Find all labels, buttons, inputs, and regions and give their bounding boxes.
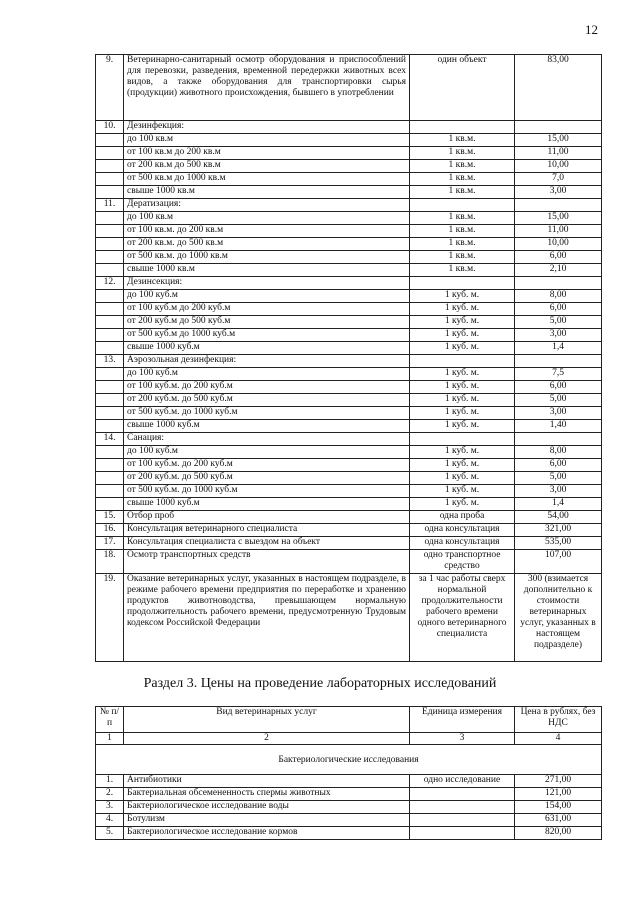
service-name: Дератизация: (124, 199, 410, 212)
unit-of-measure (410, 801, 515, 814)
table-row (96, 537, 602, 550)
service-name: Дезинфекция: (124, 121, 410, 134)
row-number: 10. (96, 121, 124, 134)
row-number: 1. (96, 775, 124, 788)
service-name: Бактериальная обсемененность спермы животных (124, 788, 410, 801)
price-value (515, 433, 602, 446)
table-row (96, 433, 602, 446)
row-number (96, 407, 124, 420)
unit-of-measure: одна консультация (410, 524, 515, 537)
header-price: Цена в рублях, без НДС (515, 707, 602, 733)
table-subrow (96, 407, 602, 420)
price-value (515, 355, 602, 368)
unit-of-measure (410, 814, 515, 827)
unit-of-measure: за 1 час работы сверх нормальной продолжительности рабочего времени одного ветеринарного специалиста (410, 574, 515, 662)
unit-of-measure: 1 куб. м. (410, 459, 515, 472)
service-name: Консультация специалиста с выездом на объект (124, 537, 410, 550)
price-value: 54,00 (515, 511, 602, 524)
unit-of-measure: одно транспортное средство (410, 550, 515, 574)
service-name: Аэрозольная дезинфекция: (124, 355, 410, 368)
table-row (96, 801, 602, 814)
service-name: до 100 кв.м (124, 134, 410, 147)
row-number (96, 420, 124, 433)
service-name: свыше 1000 кв.м (124, 264, 410, 277)
table-row (96, 355, 602, 368)
unit-of-measure (410, 199, 515, 212)
price-value: 154,00 (515, 801, 602, 814)
row-number (96, 498, 124, 511)
unit-of-measure (410, 277, 515, 290)
row-number (96, 446, 124, 459)
unit-of-measure: 1 куб. м. (410, 420, 515, 433)
row-number: 9. (96, 55, 124, 121)
service-name: Дезинсекция: (124, 277, 410, 290)
row-number (96, 303, 124, 316)
service-name: свыше 1000 куб.м (124, 342, 410, 355)
service-name: от 100 кв.м. до 200 кв.м (124, 225, 410, 238)
service-name: Бактериологическое исследование воды (124, 801, 410, 814)
table-subrow (96, 212, 602, 225)
table-header-row (96, 707, 602, 733)
unit-of-measure: 1 кв.м. (410, 134, 515, 147)
row-number: 15. (96, 511, 124, 524)
row-number: 18. (96, 550, 124, 574)
unit-of-measure: 1 куб. м. (410, 407, 515, 420)
service-name: от 500 кв.м. до 1000 кв.м (124, 251, 410, 264)
unit-of-measure: 1 кв.м. (410, 186, 515, 199)
unit-of-measure: 1 кв.м. (410, 147, 515, 160)
service-name: от 500 куб.м. до 1000 куб.м (124, 407, 410, 420)
index-unit: 3 (410, 733, 515, 745)
table-row (96, 574, 602, 662)
price-value: 2,10 (515, 264, 602, 277)
table-subrow (96, 485, 602, 498)
price-value: 8,00 (515, 290, 602, 303)
price-value (515, 199, 602, 212)
price-value: 7,5 (515, 368, 602, 381)
table-row (96, 524, 602, 537)
table-subrow (96, 498, 602, 511)
unit-of-measure: 1 куб. м. (410, 290, 515, 303)
header-unit: Единица измерения (410, 707, 515, 733)
row-number (96, 342, 124, 355)
service-name: от 200 куб.м до 500 куб.м (124, 316, 410, 329)
service-name: Ветеринарно-санитарный осмотр оборудования и приспособлений для перевозки, разведения, временной передержки животных всех видов, а также оборудования для транспортировки сырья (продукции) животного происхождения, бывшего в употреблении (124, 55, 410, 121)
row-number: 2. (96, 788, 124, 801)
service-name: от 100 куб.м. до 200 куб.м (124, 381, 410, 394)
price-value: 10,00 (515, 238, 602, 251)
table-row (96, 511, 602, 524)
unit-of-measure: 1 кв.м. (410, 251, 515, 264)
row-number (96, 212, 124, 225)
price-value: 3,00 (515, 407, 602, 420)
price-value: 83,00 (515, 55, 602, 121)
section-title: Раздел 3. Цены на проведение лабораторных исследований (143, 676, 497, 691)
service-name: от 500 куб.м до 1000 куб.м (124, 329, 410, 342)
service-name: свыше 1000 куб.м (124, 420, 410, 433)
service-name: Отбор проб (124, 511, 410, 524)
unit-of-measure: 1 куб. м. (410, 446, 515, 459)
table-subrow (96, 329, 602, 342)
unit-of-measure: 1 куб. м. (410, 329, 515, 342)
unit-of-measure: 1 куб. м. (410, 498, 515, 511)
price-value: 15,00 (515, 212, 602, 225)
service-name: свыше 1000 кв.м (124, 186, 410, 199)
unit-of-measure (410, 355, 515, 368)
lab-tests-price-table (95, 706, 602, 840)
service-name: от 100 кв.м до 200 кв.м (124, 147, 410, 160)
table-row (96, 775, 602, 788)
price-value: 6,00 (515, 303, 602, 316)
row-number (96, 316, 124, 329)
price-value: 8,00 (515, 446, 602, 459)
table-subrow (96, 394, 602, 407)
unit-of-measure: одна консультация (410, 537, 515, 550)
service-name: от 100 куб.м. до 200 куб.м (124, 459, 410, 472)
service-name: Бактериологическое исследование кормов (124, 827, 410, 840)
header-name: Вид ветеринарных услуг (124, 707, 410, 733)
header-num: № п/п (96, 707, 124, 733)
table-row (96, 788, 602, 801)
unit-of-measure: 1 куб. м. (410, 394, 515, 407)
price-value: 10,00 (515, 160, 602, 173)
table-row (96, 121, 602, 134)
unit-of-measure (410, 788, 515, 801)
unit-of-measure: 1 кв.м. (410, 238, 515, 251)
price-value: 535,00 (515, 537, 602, 550)
service-name: от 500 кв.м до 1000 кв.м (124, 173, 410, 186)
table-subrow (96, 147, 602, 160)
price-value: 1,4 (515, 498, 602, 511)
index-price: 4 (515, 733, 602, 745)
table-subrow (96, 303, 602, 316)
price-value: 5,00 (515, 472, 602, 485)
row-number: 14. (96, 433, 124, 446)
row-number: 3. (96, 801, 124, 814)
unit-of-measure: одно исследование (410, 775, 515, 788)
row-number: 19. (96, 574, 124, 662)
unit-of-measure: 1 куб. м. (410, 342, 515, 355)
row-number (96, 381, 124, 394)
subheading: Бактериологические исследования (96, 745, 602, 775)
service-name: от 200 куб.м. до 500 куб.м (124, 472, 410, 485)
row-number (96, 134, 124, 147)
service-name: Ботулизм (124, 814, 410, 827)
row-number (96, 186, 124, 199)
table-subrow (96, 225, 602, 238)
price-value: 5,00 (515, 316, 602, 329)
table-subrow (96, 134, 602, 147)
row-number (96, 264, 124, 277)
service-name: от 200 кв.м. до 500 кв.м (124, 238, 410, 251)
service-name: Осмотр транспортных средств (124, 550, 410, 574)
table-row (96, 814, 602, 827)
price-value: 107,00 (515, 550, 602, 574)
table-row (96, 827, 602, 840)
row-number: 17. (96, 537, 124, 550)
table-subrow (96, 251, 602, 264)
table-subrow (96, 238, 602, 251)
row-number: 4. (96, 814, 124, 827)
price-value: 631,00 (515, 814, 602, 827)
unit-of-measure: один объект (410, 55, 515, 121)
service-name: до 100 куб.м (124, 446, 410, 459)
table-subrow (96, 472, 602, 485)
row-number (96, 225, 124, 238)
table-subrow (96, 186, 602, 199)
row-number (96, 368, 124, 381)
price-value: 6,00 (515, 381, 602, 394)
unit-of-measure: 1 куб. м. (410, 316, 515, 329)
table-subrow (96, 381, 602, 394)
price-value: 121,00 (515, 788, 602, 801)
unit-of-measure (410, 433, 515, 446)
row-number (96, 394, 124, 407)
table-subrow (96, 290, 602, 303)
unit-of-measure: 1 кв.м. (410, 264, 515, 277)
row-number (96, 238, 124, 251)
service-name: от 200 куб.м. до 500 куб.м (124, 394, 410, 407)
service-name: Антибиотики (124, 775, 410, 788)
service-name: Оказание ветеринарных услуг, указанных в настоящем подразделе, в режиме рабочего времени предприятия по переработке и хранению продуктов животноводства, превышающем нормальную продолжительность рабочего времени, предусмотренную Трудовым кодексом Российской Федерации (124, 574, 410, 662)
service-name: до 100 куб.м (124, 290, 410, 303)
price-value: 820,00 (515, 827, 602, 840)
service-name: Консультация ветеринарного специалиста (124, 524, 410, 537)
row-number (96, 160, 124, 173)
services-price-table (95, 54, 602, 662)
unit-of-measure: 1 куб. м. (410, 381, 515, 394)
service-name: от 100 куб.м до 200 куб.м (124, 303, 410, 316)
price-value: 6,00 (515, 251, 602, 264)
unit-of-measure: 1 кв.м. (410, 173, 515, 186)
price-value: 321,00 (515, 524, 602, 537)
service-name: от 200 кв.м до 500 кв.м (124, 160, 410, 173)
row-number (96, 472, 124, 485)
unit-of-measure: 1 кв.м. (410, 225, 515, 238)
table-subrow (96, 173, 602, 186)
price-value: 6,00 (515, 459, 602, 472)
price-value: 11,00 (515, 225, 602, 238)
unit-of-measure: 1 кв.м. (410, 212, 515, 225)
price-value: 3,00 (515, 186, 602, 199)
index-num: 1 (96, 733, 124, 745)
unit-of-measure: 1 куб. м. (410, 368, 515, 381)
price-value: 300 (взимается дополнительно к стоимости ветеринарных услуг, указанных в настоящем подразделе) (515, 574, 602, 662)
price-value: 1,4 (515, 342, 602, 355)
unit-of-measure: 1 куб. м. (410, 472, 515, 485)
column-index-row (96, 733, 602, 745)
unit-of-measure: 1 куб. м. (410, 485, 515, 498)
row-number (96, 251, 124, 264)
unit-of-measure: одна проба (410, 511, 515, 524)
service-name: от 500 куб.м. до 1000 куб.м (124, 485, 410, 498)
row-number (96, 459, 124, 472)
row-number (96, 173, 124, 186)
row-number (96, 147, 124, 160)
service-name: до 100 куб.м (124, 368, 410, 381)
price-value (515, 121, 602, 134)
table-subrow (96, 459, 602, 472)
table-subrow (96, 446, 602, 459)
unit-of-measure: 1 кв.м. (410, 160, 515, 173)
table-subrow (96, 316, 602, 329)
subheading-row (96, 745, 602, 775)
service-name: свыше 1000 куб.м (124, 498, 410, 511)
service-name: до 100 кв.м (124, 212, 410, 225)
row-number (96, 485, 124, 498)
price-value (515, 277, 602, 290)
row-number: 11. (96, 199, 124, 212)
row-number: 5. (96, 827, 124, 840)
table-subrow (96, 420, 602, 433)
price-value: 7,0 (515, 173, 602, 186)
table-row (96, 199, 602, 212)
row-number (96, 329, 124, 342)
row-number: 16. (96, 524, 124, 537)
price-value: 3,00 (515, 329, 602, 342)
price-value: 271,00 (515, 775, 602, 788)
table-subrow (96, 368, 602, 381)
price-value: 15,00 (515, 134, 602, 147)
row-number (96, 290, 124, 303)
unit-of-measure (410, 827, 515, 840)
row-number: 13. (96, 355, 124, 368)
price-value: 3,00 (515, 485, 602, 498)
unit-of-measure (410, 121, 515, 134)
table-subrow (96, 160, 602, 173)
table-row (96, 550, 602, 574)
row-number: 12. (96, 277, 124, 290)
service-name: Санация: (124, 433, 410, 446)
table-row (96, 277, 602, 290)
page-number: 12 (585, 22, 598, 37)
price-value: 5,00 (515, 394, 602, 407)
index-name: 2 (124, 733, 410, 745)
price-value: 1,40 (515, 420, 602, 433)
table-row (96, 55, 602, 121)
price-value: 11,00 (515, 147, 602, 160)
table-subrow (96, 342, 602, 355)
unit-of-measure: 1 куб. м. (410, 303, 515, 316)
table-subrow (96, 264, 602, 277)
